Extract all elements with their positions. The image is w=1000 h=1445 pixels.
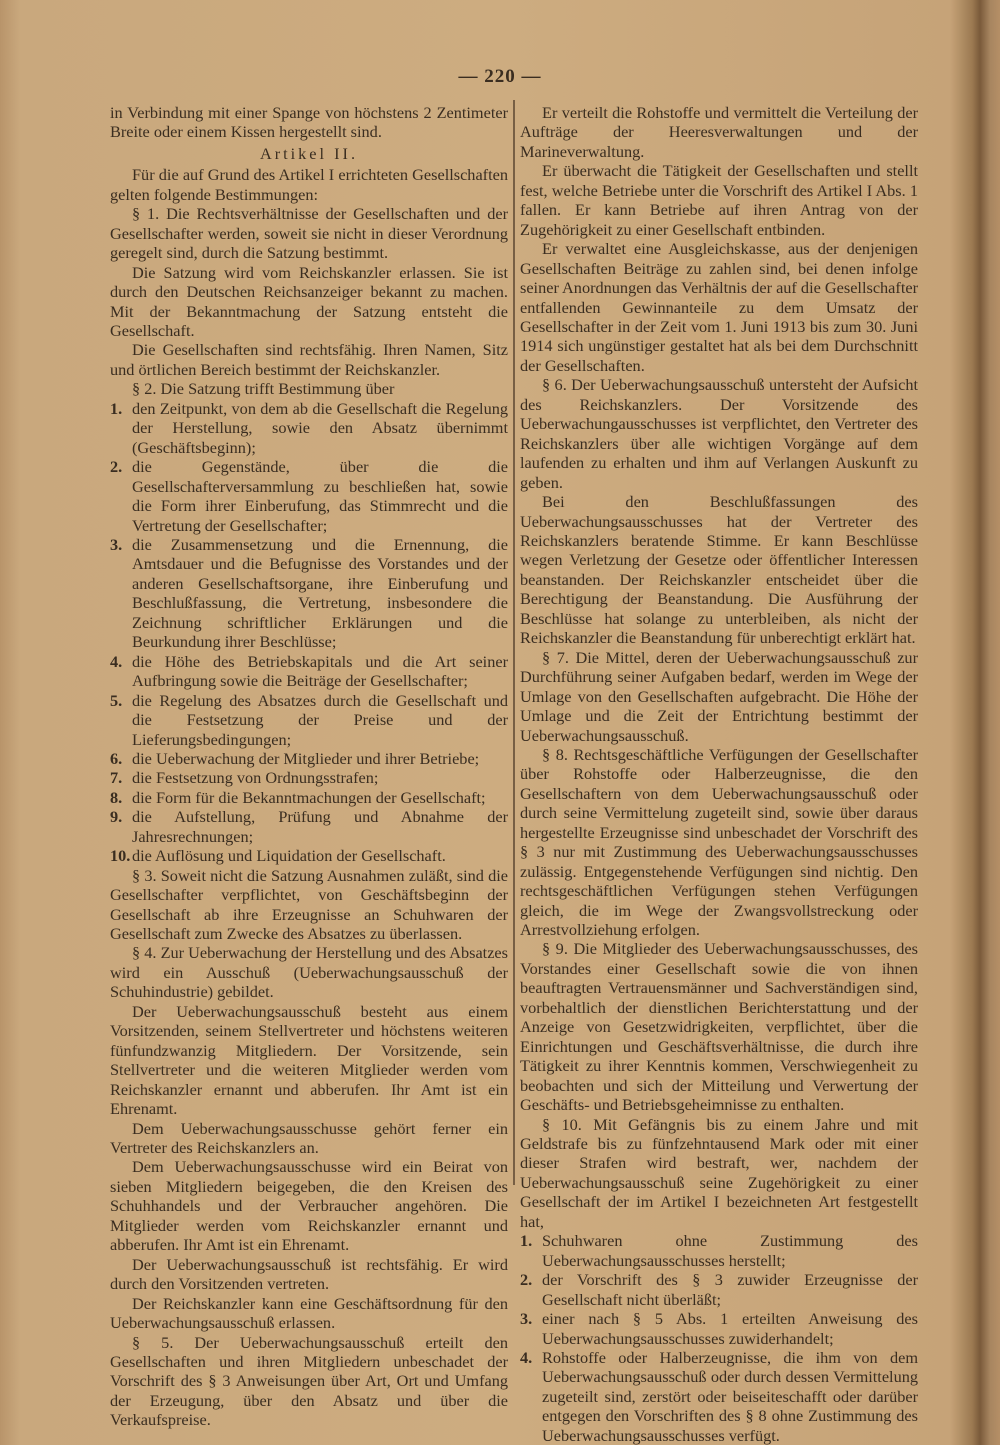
paragraph: § 1. Die Rechtsverhältnisse der Gesellschaften und der Gesellschafter werden, soweit sie nicht in dieser Verordnung geregelt sind, durch die Satzung bestimmt. (110, 204, 508, 263)
list-item-text: Rohstoffe oder Halberzeugnisse, die ihm von dem Ueberwachungsausschuß oder durch dessen Vermittelung zugeteilt sind, zerstört oder beiseiteschafft oder darüber entgegen den Vorschriften des § 8 ohne Zustimmung des Ueberwachungsausschusses verfügt. (542, 1348, 918, 1445)
paragraph: Er verteilt die Rohstoffe und vermittelt die Verteilung der Aufträge der Heeresverwaltungen und der Marineverwaltung. (520, 103, 918, 161)
list-item-text: Schuhwaren ohne Zustimmung des Ueberwachungsausschusses herstellt; (542, 1231, 918, 1270)
list-item-number: 4. (520, 1348, 533, 1367)
paragraph: Dem Ueberwachungsausschusse gehört ferner ein Vertreter des Reichskanzlers an. (110, 1118, 508, 1158)
paragraph: § 4. Zur Ueberwachung der Herstellung und des Absatzes wird ein Ausschuß (Ueberwachungsausschuß der Schuhindustrie) gebildet. (110, 943, 508, 1002)
paragraph: Er verwaltet eine Ausgleichskasse, aus der denjenigen Gesellschaften Beiträge zu zahlen sind, bei denen infolge seiner Anordnungen das Verhältnis der auf die Gesellschafter entfallenden Gewinnanteile zu dem Umsatz der Gesellschafter in der Zeit vom 1. Juni 1913 bis zum 30. Juni 1914 sich ungünstiger gestaltet hat als bei dem Durchschnitt der Gesellschaften. (520, 239, 919, 375)
paragraph: Die Gesellschaften sind rechtsfähig. Ihren Namen, Sitz und örtlichen Bereich bestimmt der Reichskanzler. (110, 340, 508, 379)
list-item-number: 6. (110, 748, 123, 768)
paragraph: Dem Ueberwachungsausschusse wird ein Beirat von sieben Mitgliedern beigegeben, die den Kreisen des Schuhhandels und der Verbraucher angehören. Die Mitglieder werden vom Reichskanzler ernannt und abberufen. Ihr Amt ist ein Ehrenamt. (110, 1157, 508, 1255)
paragraph: Für die auf Grund des Artikel I errichteten Gesellschaften gelten folgende Bestimmungen: (110, 165, 508, 204)
list-item-number: 10. (110, 846, 131, 866)
list-item (110, 749, 508, 768)
paragraph: in Verbindung mit einer Spange von höchstens 2 Zentimeter Breite oder einem Kissen hergestellt sind. (110, 103, 508, 142)
list-item-number: 2. (110, 457, 123, 477)
list-item-text: die Zusammensetzung und die Ernennung, die Amtsdauer und die Befugnisse des Vorstandes und der anderen Gesellschaftsorgane, ihre Einberufung und Beschlußfassung, die Vertretung, insbesondere die Zeichnung schriftlicher Erklärungen und die Beurkundung ihrer Beschlüsse; (132, 534, 508, 652)
list-item (520, 1231, 918, 1270)
list-item (110, 846, 508, 865)
list-item (110, 535, 508, 652)
column-divider (513, 100, 515, 1185)
list-item-text: die Gegenstände, über die die Gesellschafterversammlung zu beschließen hat, sowie die Form ihrer Einberufung, das Stimmrecht und die Vertretung der Gesellschafter; (132, 457, 508, 535)
list-item-number: 3. (520, 1309, 533, 1329)
list-item-number: 1. (110, 398, 123, 418)
paragraph: § 6. Der Ueberwachungsausschuß untersteht der Aufsicht des Reichskanzlers. Der Vorsitzende des Ueberwachungausschusses ist verpflichtet, den Vertreter des Reichskanzlers über alle wichtigen Vorgänge auf dem laufenden zu erhalten und ihm auf Verlangen Auskunft zu geben. (520, 375, 918, 492)
right-column (520, 103, 918, 1445)
list-item-text: einer nach § 5 Abs. 1 erteilten Anweisung des Ueberwachungsausschusses zuwiderhandelt; (542, 1309, 918, 1348)
paragraph: § 2. Die Satzung trifft Bestimmung über (132, 379, 395, 399)
paragraph: Die Satzung wird vom Reichskanzler erlassen. Sie ist durch den Deutschen Reichsanzeiger bekannt zu machen. Mit der Bekanntmachung der Satzung entsteht die Gesellschaft. (110, 262, 508, 340)
list-item (520, 1348, 918, 1445)
list-item-text: die Festsetzung von Ordnungsstrafen; (132, 768, 379, 788)
list-item-text: der Vorschrift des § 3 zuwider Erzeugnisse der Gesellschaft nicht überläßt; (542, 1270, 918, 1309)
paragraph: § 5. Der Ueberwachungsausschuß erteilt den Gesellschaften und ihren Mitgliedern unbeschadet der Vorschrift des § 3 Anweisungen über Art, Ort und Umfang der Erzeugung, über den Absatz und über die Verkaufspreise. (110, 1332, 508, 1430)
paragraph: Der Reichskanzler kann eine Geschäftsordnung für den Ueberwachungsausschuß erlassen. (110, 1293, 508, 1333)
list-item-text: die Höhe des Betriebskapitals und die Art seiner Aufbringung sowie die Beiträge der Gesellschafter; (132, 651, 508, 691)
paragraph: § 8. Rechtsgeschäftliche Verfügungen der Gesellschafter über Rohstoffe oder Halberzeugnisse, die den Gesellschaftern von dem Ueberwachungsausschuß oder durch seine Vermittelung zugeteilt sind, sowie über daraus hergestellte Erzeugnisse sind unbeschadet der Vorschrift des § 3 nur mit Zustimmung des Ueberwachungsausschusses zulässig. Entgegenstehende Verfügungen sind nichtig. Den rechtsgeschäftlichen Verfügungen stehen Verfügungen gleich, die im Wege der Zwangsvollstreckung oder Arrestvollziehung erfolgen. (520, 744, 918, 940)
paragraph: § 3. Soweit nicht die Satzung Ausnahmen zuläßt, sind die Gesellschafter verpflichtet, von Geschäftsbeginn der Gesellschaft ab ihre Erzeugnisse an Schuhwaren der Gesellschaft zum Zwecke des Absatzes zu überlassen. (110, 865, 508, 944)
list-item-text: den Zeitpunkt, von dem ab die Gesellschaft die Regelung der Herstellung, sowie den Absatz übernimmt (Geschäftsbeginn); (132, 398, 508, 457)
list-item-number: 7. (110, 768, 123, 788)
list-item (110, 691, 508, 749)
list-item-text: die Form für die Bekanntmachungen der Gesellschaft; (132, 787, 486, 807)
list-item-text: die Aufstellung, Prüfung und Abnahme der Jahresrechnungen; (132, 807, 508, 846)
paragraph: Bei den Beschlußfassungen des Ueberwachungsausschusses hat der Vertreter des Reichskanzlers beratende Stimme. Er kann Beschlüsse wegen Verletzung der Gesetze oder öffentlicher Interessen beanstanden. Der Reichskanzler entscheidet über die Berechtigung der Beanstandung. Die Ausführung der Beschlüsse hat solange zu unterbleiben, als nicht der Reichskanzler die Beanstandung für unberechtigt erklärt hat. (520, 492, 918, 648)
paragraph: § 10. Mit Gefängnis bis zu einem Jahre und mit Geldstrafe bis zu fünfzehntausend Mark oder mit einer dieser Strafen wird bestraft, wer, nachdem der Ueberwachungsausschuß seine Zugehörigkeit zu einer Gesellschaft der im Artikel I bezeichneten Art festgestellt hat, (520, 1114, 918, 1231)
left-column (110, 103, 508, 1430)
list-item-number: 5. (110, 690, 123, 710)
page-number: — 220 — (458, 66, 542, 87)
list-item-text: die Auflösung und Liquidation der Gesellschaft. (132, 846, 446, 866)
paragraph: Der Ueberwachungsausschuß ist rechtsfähig. Er wird durch den Vorsitzenden vertreten. (110, 1254, 508, 1294)
list-item-number: 3. (110, 534, 123, 554)
list-item-text: die Ueberwachung der Mitglieder und ihrer Betriebe; (132, 748, 480, 768)
paragraph: Der Ueberwachungsausschuß besteht aus einem Vorsitzenden, seinem Stellvertreter und höchstens weiteren fünfundzwanzig Mitgliedern. Der Vorsitzende, sein Stellvertreter und die weiteren Mitglieder werden vom Reichskanzler ernannt und abberufen. Ihr Amt ist ein Ehrenamt. (110, 1001, 508, 1119)
section-heading: Artikel II. (259, 143, 359, 163)
list-item-text: die Regelung des Absatzes durch die Gesellschaft und die Festsetzung der Preise und der Lieferungsbedingungen; (132, 690, 508, 749)
list-item-number: 1. (520, 1231, 533, 1251)
paragraph: § 9. Die Mitglieder des Ueberwachungsausschusses, des Vorstandes einer Gesellschaft sowie die von ihnen beauftragten Vertrauensmänner und Sachverständigen sind, vorbehaltlich der dienstlichen Berichterstattung und der Anzeige von Gesetzwidrigkeiten, verpflichtet, über die Einrichtungen und Geschäftsverhältnisse, die durch ihre Tätigkeit zu ihrer Kenntnis kommen, Verschwiegenheit zu beobachten und sich der Mitteilung und Verwertung der Geschäfts- und Betriebsgeheimnisse zu enthalten. (520, 939, 918, 1115)
list-item (110, 652, 508, 691)
list-item (110, 788, 508, 807)
paragraph: § 7. Die Mittel, deren der Ueberwachungsausschuß zur Durchführung seiner Aufgaben bedarf, werden im Wege der Umlage von den Gesellschaften aufgebracht. Die Höhe der Umlage und die Zeit der Entrichtung bestimmt der Ueberwachungsausschuß. (520, 647, 918, 745)
list-item (110, 768, 508, 787)
list-item (520, 1309, 918, 1348)
list-item (110, 457, 508, 535)
list-item-number: 4. (110, 651, 123, 671)
list-item (520, 1270, 918, 1309)
paragraph: Er überwacht die Tätigkeit der Gesellschaften und stellt fest, welche Betriebe unter die Vorschrift des Artikel I Abs. 1 fallen. Er kann Betriebe auf ihren Antrag von der Zugehörigkeit zu einer Gesellschaft entbinden. (520, 161, 918, 239)
list-item-number: 8. (110, 787, 123, 807)
list-item-number: 9. (110, 807, 123, 827)
list-item-number: 2. (520, 1270, 533, 1290)
list-item (110, 399, 508, 457)
list-item (110, 807, 508, 846)
